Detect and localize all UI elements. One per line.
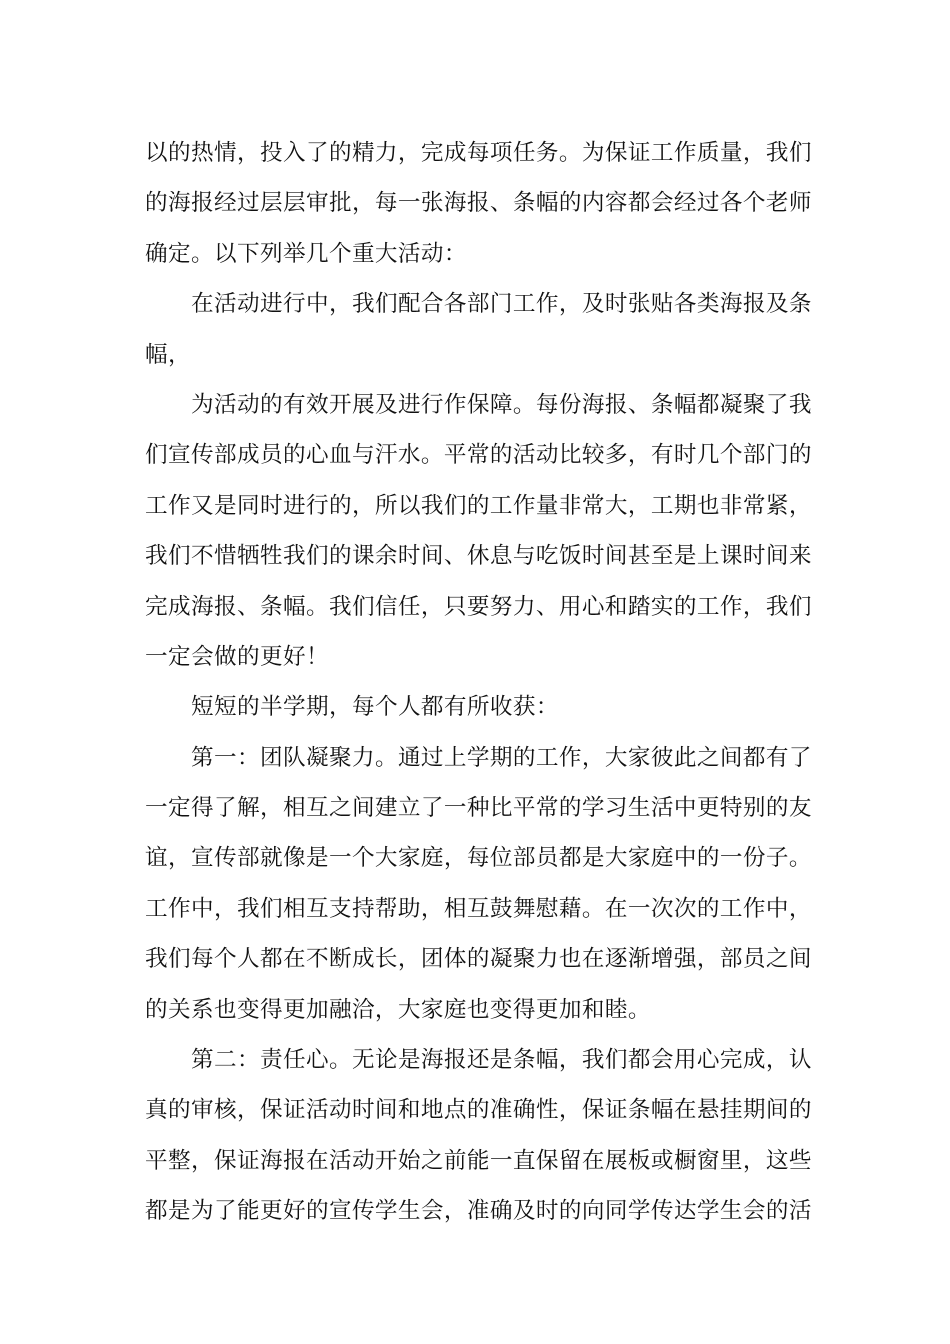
text-line: 一定得了解，相互之间建立了一种比平常的学习生活中更特别的友 — [145, 795, 812, 822]
text-line: 完成海报、条幅。我们信任，只要努力、用心和踏实的工作，我们 — [145, 593, 812, 620]
text-line: 一定会做的更好！ — [145, 643, 329, 670]
text-line: 真的审核，保证活动时间和地点的准确性，保证条幅在悬挂期间的 — [145, 1097, 812, 1124]
text-line: 确定。以下列举几个重大活动： — [145, 240, 467, 267]
text-line: 谊，宣传部就像是一个大家庭，每位部员都是大家庭中的一份子。 — [145, 845, 812, 872]
text-line: 平整，保证海报在活动开始之前能一直保留在展板或橱窗里，这些 — [145, 1147, 812, 1174]
text-line: 以的热情，投入了的精力，完成每项任务。为保证工作质量，我们 — [145, 140, 812, 166]
text-line: 为活动的有效开展及进行作保障。每份海报、条幅都凝聚了我 — [191, 391, 812, 418]
text-line: 工作中，我们相互支持帮助，相互鼓舞慰藉。在一次次的工作中， — [145, 895, 812, 922]
text-line: 幅， — [145, 341, 191, 368]
text-line: 都是为了能更好的宣传学生会，准确及时的向同学传达学生会的活 — [145, 1198, 812, 1225]
text-line: 第一：团队凝聚力。通过上学期的工作，大家彼此之间都有了 — [191, 744, 812, 771]
text-line: 的关系也变得更加融洽，大家庭也变得更加和睦。 — [145, 996, 651, 1023]
text-line: 的海报经过层层审批，每一张海报、条幅的内容都会经过各个老师 — [145, 190, 812, 217]
text-line: 短短的半学期，每个人都有所收获： — [191, 694, 559, 721]
text-line: 我们每个人都在不断成长，团体的凝聚力也在逐渐增强，部员之间 — [145, 946, 812, 973]
document-body — [145, 128, 813, 1237]
text-line: 们宣传部成员的心血与汗水。平常的活动比较多，有时几个部门的 — [145, 442, 812, 469]
text-line: 第二：责任心。无论是海报还是条幅，我们都会用心完成，认 — [191, 1047, 812, 1074]
text-line: 在活动进行中，我们配合各部门工作，及时张贴各类海报及条 — [191, 291, 812, 318]
text-line: 工作又是同时进行的，所以我们的工作量非常大，工期也非常紧， — [145, 492, 812, 519]
text-line: 我们不惜牺牲我们的课余时间、休息与吃饭时间甚至是上课时间来 — [145, 543, 812, 570]
